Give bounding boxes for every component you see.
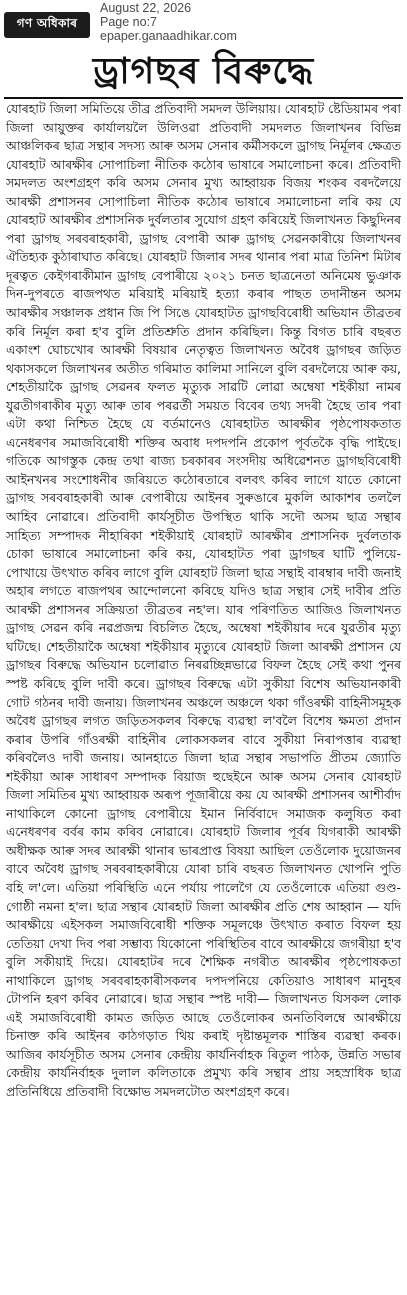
- headline-divider: [4, 97, 403, 99]
- edition-info: [100, 1, 400, 43]
- page-number: Page no:7: [100, 15, 157, 29]
- newspaper-logo[interactable]: [4, 12, 90, 38]
- site-url[interactable]: epaper.ganaadhikar.com: [100, 29, 237, 43]
- logo-text: গণ অধিকাৰ: [16, 16, 78, 30]
- masthead: [0, 0, 407, 44]
- article-headline: ড্ৰাগছৰ বিৰুদ্ধে: [92, 51, 315, 92]
- article-paragraph: যোৰহাট জিলা সমিতিয়ে তীব্ৰ প্ৰতিবাদী সমদল উলিয়ায়। যোৰহাট ষ্টেডিয়ামৰ পৰা জিলা আয়ুক্তৰ কাৰ্যালয়লৈ উলিওৱা প্ৰতিবাদী সমদলত জিলাখনৰ বিভিন্ন আঞ্চলিকৰ ছাত্ৰ সন্থাৰ সদস্য আৰু অসম সেনাৰ কৰ্মীসকলে ড্ৰাগছ নিৰ্মূলৰ ক্ষেত্ৰত যোৰহাট আৰক্ষীৰ সোপাচিলা নীতিক কঠোৰ ভাষাৰে সমালোচনা কৰে। প্ৰতিবাদী সমদলত অংশগ্ৰহণ কৰি অসম সেনাৰ মুখ্য আহ্বায়ক বিজয় শংকৰ বৰদলৈয়ে আৰক্ষী প্ৰশাসনৰ সোপাচিলা নীতিক কঠোৰ ভাষাৰে সমালোচনা লৰি কয় যে যোৰহাট আৰক্ষীৰ প্ৰশাসনিক দুৰ্বলতাৰ সুযোগ গ্ৰহণ কৰিয়েই জিলাখনত কিছুদিনৰ পৰা ড্ৰাগছ সৰবৰাহকাৰী, ড্ৰাগছ বেপাৰী আৰু ড্ৰাগছ সেৱনকাৰীয়ে জিলাখনৰ ঐতিহ্যক কুঠাৰাঘাত কৰিছে। যোৰহাট জিলাৰ সদৰ থানাৰ পৰা মাত্ৰ তিনিশ মিটাৰ দূৰত্বত কেইগৰাকীমান ড্ৰাগছ বেপাৰীয়ে ২০২১ চনত ছাত্ৰনেতা অনিমেষ ভুঞাক দিন-দুপৰতে ৰাজপথত মৰিয়াই মৰিয়াই হত্যা কৰাৰ পাছত তদানীন্তন অসম আৰক্ষীৰ সঞ্চালক প্ৰধান জি পি সিঙে যোৰহাটত ড্ৰাগছবিৰোধী অভিযান তীব্ৰতৰ কৰি নিৰ্মূল কৰা হ'ব বুলি প্ৰতিশ্ৰুতি প্ৰদান কৰিছিল। কিন্তু বিগত চাৰি বছৰত একাংশ ঘোচখোৰ আৰক্ষী বিষয়াৰ নেতৃত্বত জিলাখনত অবৈধ ড্ৰাগছৰ জড়িত থকাসকলে জিলাখনৰ অতীত গৰিমাত কালিমা সানিলে বুলি বৰদলৈয়ে আৰু কয়, শেহতীয়াকৈ ড্ৰাগছ সেৱনৰ ফলত মৃত্যুক সাৱটি লোৱা অম্বেষা শইকীয়া নামৰ যুৱতীগৰাকীৰ মৃত্যু আৰু তাৰ পৰৱৰ্তী সময়ত বিবেৰ তথ্য সদৰী হৈছে তাৰ পৰা এটা কথা নিশ্চিত হৈছে যে বৰ্তমানেও যোৰহাটত আৰক্ষীৰ পৃষ্ঠপোষকতাত এনেধৰণৰ সমাজবিৰোধী শক্তিৰ অবাধ দপদপনি প্ৰকোপ পূৰ্বতকৈ বৃদ্ধি পাইছে। গতিকে আগস্তুক কেন্দ্ৰ তথা ৰাজ্য চৰকাৰৰ সংসদীয় অধিৱেশনত ড্ৰাগছবিৰোধী আইনখনৰ সংশোধনীৰ জৰিয়তে কঠোৰতাৰে বলবৎ কৰিব লাগে যাতে কোনো ড্ৰাগছ সৰবৰাহকাৰী আৰু বেপাৰীয়ে আইনৰ সুৰুঙাৰে মুকলি আকাশৰ তললৈ আহিব নোৱাৰে। প্ৰতিবাদী কাৰ্যসূচীত উপস্থিত থাকি সদৌ অসম ছাত্ৰ সন্থাৰ সাহিত্য সম্পাদক নীহাৰিকা শইকীয়াই যোৰহাট আৰক্ষীৰ প্ৰশাসনিক দুৰ্বলতাক চোকা ভাষাৰে সমালোচনা কৰি কয়, যোৰহাটত পৰা ড্ৰাগছৰ ঘাটি পুলিয়ে-পোখায়ে উৎখাত কৰিব লাগে বুলি যোৰহাট জিলা ছাত্ৰ সন্থাই বাৰম্বাৰ দাবী জনাই অহাৰ লগতে ৰাজপথৰ আন্দোলনো কৰিছে যদিও ছাত্ৰ সন্থাৰ সেই দাবীৰ প্ৰতি আৰক্ষী প্ৰশাসনৰ সক্ৰিয়তা তীব্ৰতৰ নহ'ল। যাৰ পৰিণতিত আজিও জিলাখনত ড্ৰাগছ সেৱন কৰি নৱপ্ৰজন্ম বিচলিত হৈছে, অম্বেষা শইকীয়াৰ দৰে যুৱতীৰ মৃত্যু ঘটিছে। শেহতীয়াকৈ অম্বেষা শইকীয়াৰ মৃত্যুৰে যোৰহাট জিলা আৰক্ষী প্ৰশাসন যে ড্ৰাগছৰ বিৰুদ্ধে অভিযান চলোৱাত নিৰৱচ্ছিন্নভাৱে বিফল হৈছে সেই কথা পুনৰ স্পষ্ট কৰিছে বুলি দাবী কৰে। ড্ৰাগছৰ বিৰুদ্ধে এটা সুকীয়া বিশেষ অভিযানকাৰী গোট গঠনৰ দাবী জনায়। জিলাখনৰ অঞ্চলে অঞ্চলে থকা গাঁওৰক্ষী বাহিনীসমূহক অবৈধ ড্ৰাগছৰ লগত জড়িতসকলৰ বিৰুদ্ধে ব্যৱস্থা ল'বলৈ বিশেষ ক্ষমতা প্ৰদান কৰাৰ উপৰি গাঁওৰক্ষী বাহিনীৰ লোকসকলৰ বাবে সুকীয়া নিৰাপত্তাৰ ব্যৱস্থা কৰিবলৈও দাবী জনায়। আনহাতে জিলা ছাত্ৰ সন্থাৰ সভাপতি প্ৰীতম জ্যোতি শইকীয়া আৰু সাধাৰণ সম্পাদক বিয়াজ হুছেইনে আৰু অসম সেনাৰ যোৰহাট জিলা সমিতিৰ মুখ্য আহ্বায়ক অৰূপ পূজাৰীয়ে কয় যে আৰক্ষী প্ৰশাসনৰ আশীৰ্বাদ নাথাকিলে কোনো ড্ৰাগছ বেপাৰীয়ে ইমান নিৰ্বিবাদে সমাজক কলুষিত কৰা এনেধৰণৰ বৰ্বৰ কাম কৰিব নোৱাৰে। যোৰহাট জিলাৰ পূৰ্বৰ যিগৰাকী আৰক্ষী অধীক্ষক আৰু সদৰ আৰক্ষী থানাৰ ভাৰপ্ৰাপ্ত বিষয়া আছিল তেওঁলোক দুয়োজনৰ বাবে অবৈধ ড্ৰাগছ সৰবৰাহকাৰীয়ে যোৰা চাৰি বছৰত জিলাখনত খোপনি পুতি বহি ল'লে। এতিয়া পৰিস্থিতি এনে পৰ্যায় পালেগৈ যে তেওঁলোকে এতিয়া গুণ্ড-গোষ্ঠী নমনা হ'ল। ছাত্ৰ সন্থাৰ যোৰহাট জিলা আৰক্ষীৰ প্ৰতি শেষ আহ্বান — যদি আৰক্ষীয়ে এইসকল সমাজবিৰোধী শক্তিক সমূলঞ্চে উৎখাত কৰাত বিফল হয় তেতিয়া দেখা দিব পৰা সম্ভাব্য যিকোনো পৰিস্থিতিৰ বাবে আৰক্ষীয়ে জগৰীয়া হ'ব বুলি সকীয়াই দিয়ে। যোৰহাটৰ দৰে শৈক্ষিক নগৰীত আৰক্ষীৰ পৃষ্ঠপোষকতা নাথাকিলে ড্ৰাগছ সৰবৰাহকাৰীসকলৰ দপদপনিয়ে কেতিয়াও সাধাৰণ মানুহৰ টোপনি হৰণ কৰিব নোৱাৰে। ছাত্ৰ সন্থাৰ স্পষ্ট দাবী— জিলাখনত যিসকল লোক এই সমাজবিৰোধী কামত জড়িত আছে তেওঁলোকৰ অনতিবিলম্বে আৰক্ষীয়ে চিনাক্ত কৰি আইনৰ কাঠগড়াত থিয় কৰাই দৃষ্টান্তমূলক শাস্তিৰ ব্যৱস্থা কৰক। আজিৰ কাৰ্যসূচীত অসম সেনাৰ কেন্দ্ৰীয় কাৰ্যনিৰ্বাহক ৰিতুল পাঠক, উন্নতি সভাৰ কেন্দ্ৰীয় কাৰ্যনিৰ্বাহক দুলাল কলিতাকে প্ৰমুখ্য কৰি সন্থাৰ প্ৰায় সহস্ৰাধিক ছাত্ৰ প্ৰতিনিধিয়ে প্ৰতিবাদী বিক্ষোভ সমদলটোত অংশগ্ৰহণ কৰে।: [6, 101, 401, 1099]
- edition-date: August 22, 2026: [100, 1, 192, 15]
- article-body: [6, 100, 401, 1290]
